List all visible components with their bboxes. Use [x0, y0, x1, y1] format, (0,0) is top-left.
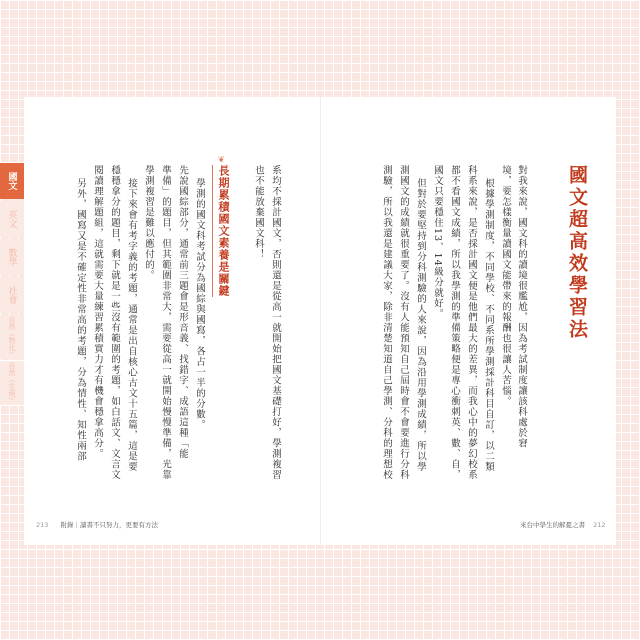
page-number-left: 213 — [36, 521, 49, 529]
body-column: 測驗，所以我還是建議大家，除非清楚知道自己學測、分科的理想校 — [381, 165, 392, 480]
body-column: 境，要怎樣衡量讀國文能帶來的報酬也很讓人苦惱。 — [500, 165, 511, 407]
body-column: 測國文的成績就很重要了。沒有人能預知自己屆時會不會要進行分科 — [398, 165, 409, 480]
body-column: 閱讀理解題組，這就需要大量練習累積實力才有機會穩拿高分。 — [92, 165, 103, 459]
ornament-icon: ❦ — [218, 155, 225, 164]
book-title: 來台中學生的解憂之書 — [520, 521, 585, 529]
page-number-right: 212 — [593, 521, 606, 529]
body-column: 學測的國文科考試分為國綜與國寫，各占一半的分數。 — [194, 178, 205, 430]
body-column: 都不看國文成績，所以我學測的準備策略便是專心衝刺英、數、自， — [449, 165, 460, 480]
body-column: 根據學測制度，不同學校、不同系所學測採計科目自訂，以二類 — [483, 178, 494, 472]
body-column: 科系來說，是否採計國文便是他們最大的差異，而我心中的夢幻校系 — [466, 165, 477, 480]
tab-math[interactable]: 數學 — [0, 239, 24, 275]
footer-right — [520, 520, 606, 529]
section-subheading: 長期累積國文素養是關鍵 — [212, 165, 231, 297]
footer-left — [36, 520, 158, 529]
subject-tabs — [0, 163, 24, 407]
tab-science2-sub: （生地） — [8, 376, 16, 404]
body-column: 準備」的題目，但其範圍非常大，需要從高一就開始慢慢準備，光靠 — [160, 165, 171, 480]
book-spine — [320, 97, 321, 545]
body-column: 但對於要堅持到分科測驗的人來說，因為沿用學測成績，所以學 — [415, 178, 426, 472]
body-column: 系均不採計國文，否則還是從高一就開始把國文基礎打好，學測複習 — [270, 165, 281, 480]
body-column: 學測複習是難以應付的。 — [143, 165, 154, 281]
tab-science2-label: 自然 — [8, 362, 16, 376]
tab-science-bio[interactable] — [0, 361, 24, 405]
tab-science-label: 自然 — [8, 316, 16, 330]
tab-english[interactable]: 英文 — [0, 201, 24, 237]
body-column: 先說國綜部分，通常前三題會是形音義、找錯字、成語這種「能 — [177, 165, 188, 459]
page-title: 國文超高效學習法 — [566, 165, 588, 341]
chapter-title: 附錄｜讀書不只努力，更要有方法 — [60, 521, 158, 529]
body-column: 對我來說，國文科的讀境很尷尬，因為考試制度讓該科處於窘 — [516, 165, 527, 449]
body-column: 穩穩拿分的題目，剩下就是一些沒有範圍的考題，如白話文、文言文 — [109, 165, 120, 480]
body-column: 另外，國寫又是不確定性非常高的考題，分為情性、知性兩部 — [75, 178, 86, 462]
tab-social[interactable]: 社會 — [0, 277, 24, 313]
body-column: 也不能放棄國文科！ — [253, 165, 264, 260]
tab-chinese[interactable]: 國文 — [0, 163, 24, 199]
tab-science-physics[interactable] — [0, 315, 24, 359]
tab-science-sub: （物化） — [8, 330, 16, 358]
body-column: 接下來會有考字義的考題，通常是出自核心古文十五篇，這是要 — [126, 178, 137, 472]
body-column: 國文只要穩住13、14級分就好。 — [432, 165, 443, 320]
